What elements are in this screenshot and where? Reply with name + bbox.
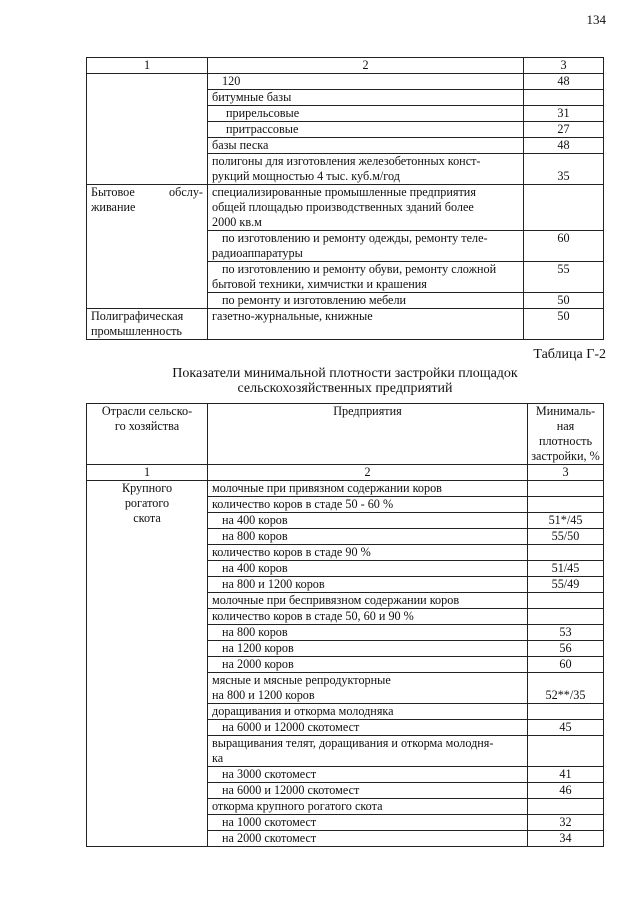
category-line: Полиграфическая [91,309,184,323]
row-text-line: на 800 и 1200 коров [212,688,315,702]
header-line: Отрасли сельско- [101,404,193,418]
row-text-line: общей площадью производственных зданий более [212,200,474,214]
row-text [208,593,528,609]
header-line: Минималь- [535,404,596,418]
row-value: 46 [528,783,604,799]
row-text-line: на 800 коров [222,529,288,543]
row-text [208,481,528,497]
row-text-line: количество коров в стаде 50, 60 и 90 % [212,609,414,623]
table-row [87,309,604,340]
row-value [524,90,604,106]
group-label-line: скота [133,511,161,525]
row-value: 31 [524,106,604,122]
row-text [208,545,528,561]
group-label [87,481,208,847]
row-value: 32 [528,815,604,831]
row-text-line: на 400 коров [222,561,288,575]
table-title-line: сельскохозяйственных предприятий [237,381,453,396]
header-line: го хозяйства [114,419,180,433]
row-text [208,720,528,736]
row-value: 52**/35 [528,673,604,704]
row-value: 34 [528,831,604,847]
row-value: 55/50 [528,529,604,545]
row-text [208,799,528,815]
group-label-line: Крупного [121,481,173,495]
row-value [524,185,604,231]
row-text [208,513,528,529]
row-value [528,704,604,720]
row-value: 48 [524,74,604,90]
row-text-line: на 6000 и 12000 скотомест [222,720,360,734]
row-text [208,231,524,262]
row-text: газетно-журнальные, книжные [208,309,524,340]
header-line: застройки, % [531,449,600,463]
category-line: Бытовое обслу- [91,185,203,199]
row-text-line: на 400 коров [222,513,288,527]
row-text: битумные базы [208,90,524,106]
row-value [528,799,604,815]
table-row [87,481,604,497]
table-number-row [87,465,604,481]
row-value: 55 [524,262,604,293]
row-text-line: по изготовлению и ремонту обуви, ремонту сложной [222,262,497,276]
row-text [208,736,528,767]
row-text-line: мясные и мясные репродукторные [212,673,391,687]
table-continuation [86,57,604,340]
row-text-line: бытовой техники, химчистки и крашения [212,277,427,291]
row-text-line: доращивания и откорма молодняка [212,704,394,718]
row-value: 55/49 [528,577,604,593]
row-text-line: рукций мощностью 4 тыс. куб.м/год [212,169,400,183]
row-value: 53 [528,625,604,641]
row-text-line: на 3000 скотомест [222,767,317,781]
table-header-row [87,58,604,74]
col-number-3: 3 [524,58,604,74]
row-value: 51/45 [528,561,604,577]
row-value [528,609,604,625]
table-header-row [87,404,604,465]
row-value: 35 [524,154,604,185]
row-value: 50 [524,293,604,309]
row-text-line: по изготовлению и ремонту одежды, ремонту теле- [222,231,488,245]
table-row [87,185,604,231]
col-number-2: 2 [208,465,528,481]
row-text-line: откорма крупного рогатого скота [212,799,383,813]
row-text-line: специализированные промышленные предприятия [212,185,476,199]
category-line: промышленность [91,324,182,338]
col-number-2: 2 [208,58,524,74]
row-text-line: молочные при привязном содержании коров [212,481,442,495]
table-agricultural-density [86,403,604,847]
row-text-line: на 1000 скотомест [222,815,317,829]
row-text [208,625,528,641]
row-value: 56 [528,641,604,657]
row-text [208,262,524,293]
col-number-3: 3 [528,465,604,481]
table-label: Таблица Г-2 [533,347,606,362]
row-value: 27 [524,122,604,138]
row-text [208,529,528,545]
row-text [208,154,524,185]
row-category [87,309,208,340]
row-text-line: выращивания телят, доращивания и откорма молодня- [212,736,494,750]
row-value: 50 [524,309,604,340]
row-text [208,609,528,625]
row-value [528,736,604,767]
row-text [208,657,528,673]
row-text [208,704,528,720]
row-text [208,783,528,799]
table-title [86,366,604,396]
table-row [87,74,604,90]
row-value: 60 [524,231,604,262]
row-value [528,481,604,497]
row-text [208,815,528,831]
table-body [87,481,604,847]
row-category-empty [87,74,208,185]
row-text: базы песка [208,138,524,154]
row-text-line: радиоаппаратуры [212,246,303,260]
row-value: 41 [528,767,604,783]
row-category [87,185,208,309]
col-number-1: 1 [87,58,208,74]
page-number: 134 [586,12,606,27]
col-number-1: 1 [87,465,208,481]
row-text-line: количество коров в стаде 50 - 60 % [212,497,394,511]
row-text-line: ка [212,751,224,765]
row-text [208,831,528,847]
row-value [528,593,604,609]
header-density [528,404,604,465]
row-text-line: 2000 кв.м [212,215,262,229]
row-text: 120 [208,74,524,90]
row-text: прирельсовые [208,106,524,122]
row-text [208,577,528,593]
row-text [208,497,528,513]
row-text [208,767,528,783]
row-value: 45 [528,720,604,736]
header-line: плотность [538,434,593,448]
row-text [208,561,528,577]
header-enterprises: Предприятия [208,404,528,465]
row-value [528,545,604,561]
row-text: притрассовые [208,122,524,138]
row-text [208,673,528,704]
header-line: ная [556,419,575,433]
row-text-line: на 1200 коров [222,641,294,655]
row-text-line: на 2000 коров [222,657,294,671]
category-line: живание [91,200,136,214]
row-text-line: молочные при беспривязном содержании коров [212,593,460,607]
row-text-line: на 800 коров [222,625,288,639]
row-value: 51*/45 [528,513,604,529]
row-text-line: на 2000 скотомест [222,831,317,845]
row-text-line: количество коров в стаде 90 % [212,545,371,559]
row-text-line: на 800 и 1200 коров [222,577,325,591]
row-value: 48 [524,138,604,154]
row-value [528,497,604,513]
row-text-line: на 6000 и 12000 скотомест [222,783,360,797]
row-value: 60 [528,657,604,673]
header-branch [87,404,208,465]
row-text-line: полигоны для изготовления железобетонных конст- [212,154,481,168]
group-label-line: рогатого [124,496,170,510]
table-title-line: Показатели минимальной плотности застройки площадок [172,366,518,381]
row-text [208,185,524,231]
row-text [208,641,528,657]
row-text: по ремонту и изготовлению мебели [208,293,524,309]
